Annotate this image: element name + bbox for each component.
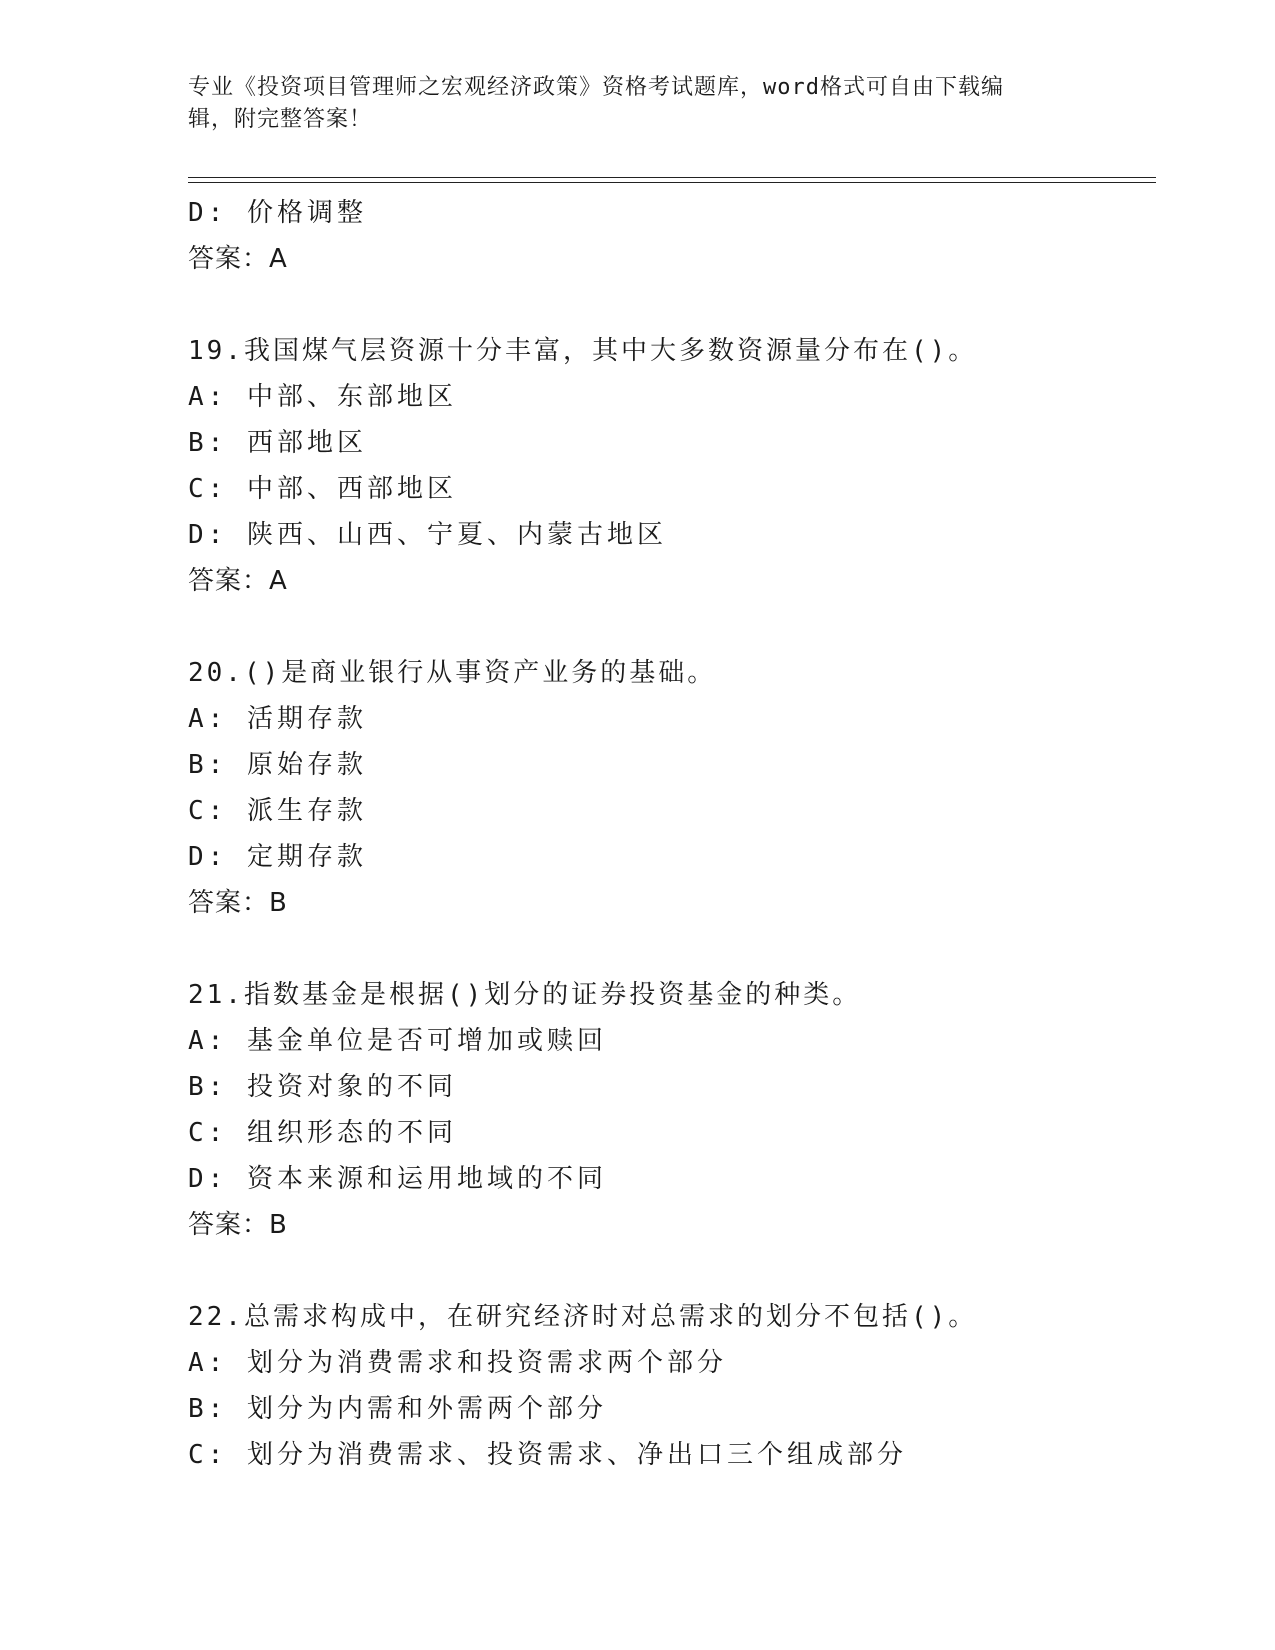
option-a: A: 中部、东部地区 <box>188 382 457 412</box>
carryover-answer: 答案：A <box>188 244 288 274</box>
option-a: A: 划分为消费需求和投资需求两个部分 <box>188 1348 727 1378</box>
option-d: D: 陕西、山西、宁夏、内蒙古地区 <box>188 520 667 550</box>
question-title: 19.我国煤气层资源十分丰富，其中大多数资源量分布在()。 <box>188 336 978 366</box>
spacer <box>188 604 1168 650</box>
option-a: A: 活期存款 <box>188 704 367 734</box>
answer: 答案：B <box>188 888 288 918</box>
option-b: B: 原始存款 <box>188 750 367 780</box>
option-c: C: 划分为消费需求、投资需求、净出口三个组成部分 <box>188 1440 907 1470</box>
header-line-1: 专业《投资项目管理师之宏观经济政策》资格考试题库，word格式可自由下载编 <box>188 75 1004 100</box>
spacer <box>188 1248 1168 1294</box>
carryover-option-d: D: 价格调整 <box>188 198 367 228</box>
header-divider-bottom <box>188 182 1156 183</box>
answer: 答案：B <box>188 1210 288 1240</box>
option-a: A: 基金单位是否可增加或赎回 <box>188 1026 607 1056</box>
option-c: C: 组织形态的不同 <box>188 1118 457 1148</box>
option-b: B: 西部地区 <box>188 428 367 458</box>
document-header <box>188 72 1068 136</box>
option-c: C: 中部、西部地区 <box>188 474 457 504</box>
spacer <box>188 282 1168 328</box>
question-19 <box>188 328 1168 604</box>
option-c: C: 派生存款 <box>188 796 367 826</box>
option-b: B: 划分为内需和外需两个部分 <box>188 1394 607 1424</box>
question-22 <box>188 1294 1168 1478</box>
header-line-2: 辑，附完整答案！ <box>188 107 373 132</box>
option-b: B: 投资对象的不同 <box>188 1072 457 1102</box>
header-divider-top <box>188 177 1156 178</box>
question-title: 20.()是商业银行从事资产业务的基础。 <box>188 658 717 688</box>
question-21 <box>188 972 1168 1248</box>
option-d: D: 资本来源和运用地域的不同 <box>188 1164 607 1194</box>
answer: 答案：A <box>188 566 288 596</box>
question-20 <box>188 650 1168 926</box>
spacer <box>188 926 1168 972</box>
question-title: 22.总需求构成中，在研究经济时对总需求的划分不包括()。 <box>188 1302 978 1332</box>
option-d: D: 定期存款 <box>188 842 367 872</box>
question-list <box>188 190 1168 1478</box>
question-title: 21.指数基金是根据()划分的证券投资基金的种类。 <box>188 980 862 1010</box>
